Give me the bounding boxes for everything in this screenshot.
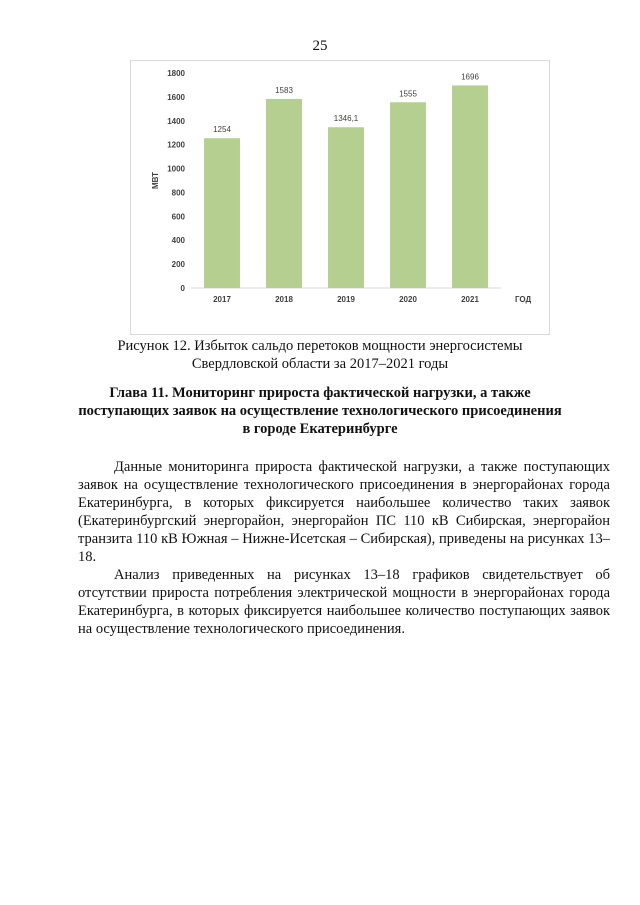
x-axis-label: ГОД (515, 295, 532, 304)
chapter-title (60, 384, 580, 438)
chapter-title-line2: поступающих заявок на осуществление технологического присоединения (78, 403, 562, 419)
x-tick-label: 2017 (213, 295, 231, 304)
bar (266, 99, 302, 288)
figure-chart (130, 60, 550, 335)
paragraph-2: Анализ приведенных на рисунках 13–18 графиков свидетельствует об отсутствии прироста потребления электрической мощности в энергорайонах города Екатеринбурга, в которых фиксируется наибольшее количество поступающих заявок на осуществление технологического присоединения. (78, 567, 610, 637)
y-tick-label: 200 (171, 260, 185, 270)
chapter-title-line3: в городе Екатеринбурге (242, 421, 398, 437)
data-label: 1555 (399, 89, 417, 99)
data-label: 1583 (275, 85, 293, 95)
y-tick-label: 400 (171, 236, 185, 246)
y-tick-label: 1200 (167, 140, 185, 150)
y-tick-label: 1800 (167, 69, 185, 78)
y-tick-label: 1000 (167, 164, 185, 174)
data-label: 1254 (213, 125, 231, 135)
bar (204, 138, 240, 288)
y-tick-label: 1400 (167, 116, 185, 126)
body-text (78, 458, 610, 638)
y-tick-label: 600 (171, 212, 185, 222)
y-tick-label: 1600 (167, 92, 185, 102)
bar (390, 102, 426, 288)
x-tick-label: 2021 (461, 295, 479, 304)
x-tick-label: 2019 (337, 295, 355, 304)
data-label: 1696 (461, 72, 479, 82)
bar (328, 127, 364, 288)
data-label: 1346,1 (333, 114, 359, 124)
x-tick-label: 2018 (275, 295, 293, 304)
bar (452, 85, 488, 288)
bar-chart (131, 61, 549, 334)
y-tick-label: 800 (171, 188, 185, 198)
y-tick-label: 0 (180, 284, 185, 293)
y-axis-label: МВТ (151, 171, 160, 190)
page-number: 25 (312, 38, 328, 54)
figure-caption-line2: Свердловской области за 2017–2021 годы (191, 356, 449, 372)
x-tick-label: 2020 (399, 295, 417, 304)
figure-caption-line1: Рисунок 12. Избыток сальдо перетоков мощности энергосистемы (117, 338, 523, 354)
chapter-title-line1: Глава 11. Мониторинг прироста фактической нагрузки, а также (109, 385, 531, 401)
figure-caption (60, 337, 580, 373)
paragraph-1: Данные мониторинга прироста фактической нагрузки, а также поступающих заявок на осуществление технологического присоединения в энергорайонах города Екатеринбурга, в которых фиксируется наибольшее количество таких заявок (Екатеринбургский энергорайон, энергорайон ПС 110 кВ Сибирская, энергорайон транзита 110 кВ Южная – Нижне-Исетская – Сибирская), приведены на рисунках 13–18. (78, 459, 610, 565)
